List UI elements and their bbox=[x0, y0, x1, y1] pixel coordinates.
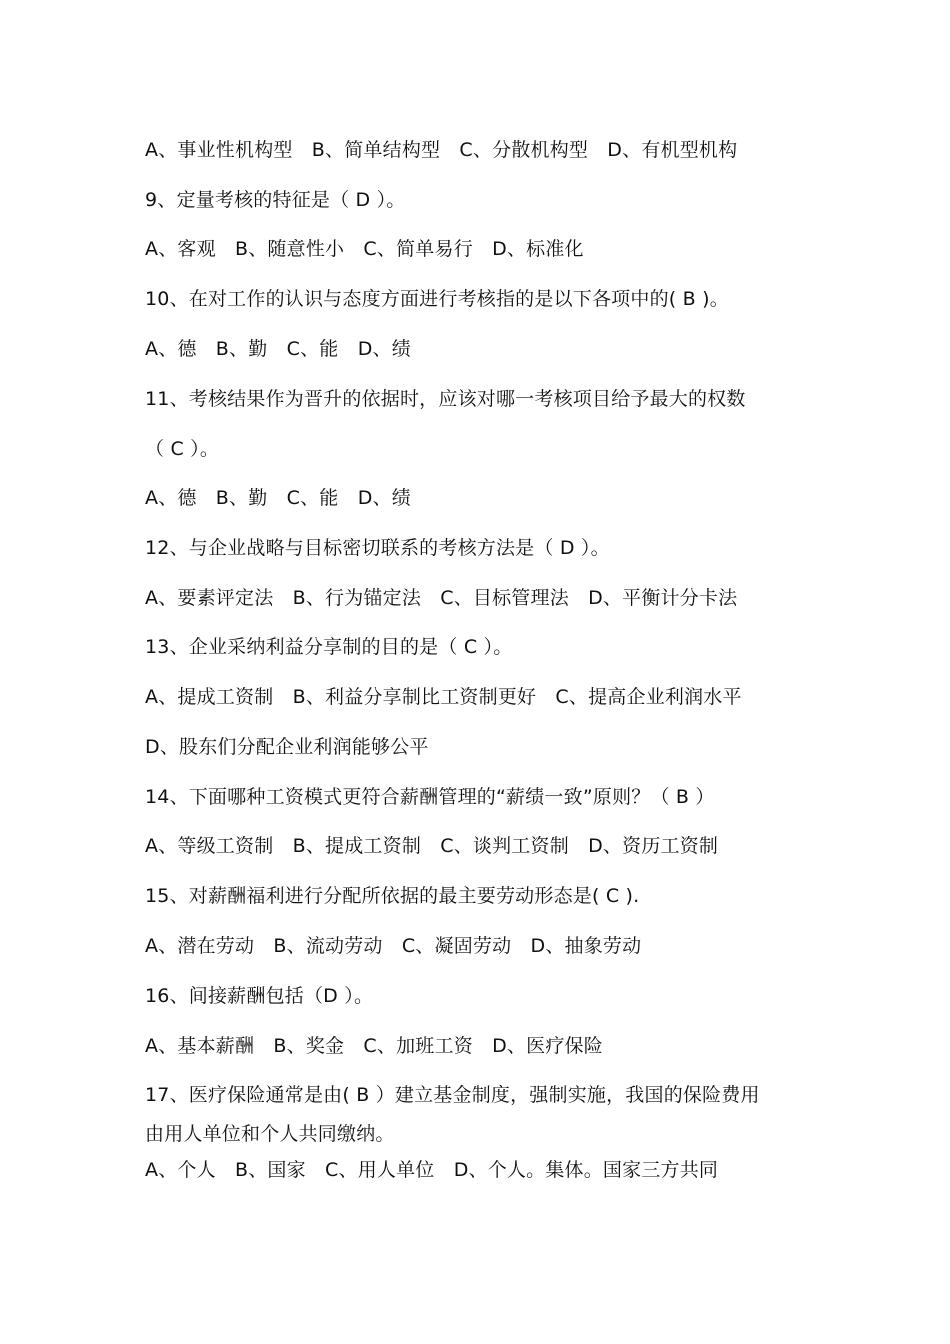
q13-options: A、提成工资制 B、利益分享制比工资制更好 C、提高企业利润水平 bbox=[145, 686, 742, 708]
q15-question: 15、对薪酬福利进行分配所依据的最主要劳动形态是( C ). bbox=[145, 885, 640, 907]
q11-options: A、德 B、勤 C、能 D、绩 bbox=[145, 487, 411, 509]
q12-question: 12、与企业战略与目标密切联系的考核方法是（ D ）。 bbox=[145, 537, 610, 559]
q14-options: A、等级工资制 B、提成工资制 C、谈判工资制 D、资历工资制 bbox=[145, 835, 719, 857]
q17-question: 17、医疗保险通常是由( B ）建立基金制度，强制实施，我国的保险费用 bbox=[145, 1084, 760, 1106]
q9-question: 9、定量考核的特征是（ D ）。 bbox=[145, 189, 406, 211]
q9-options: A、客观 B、随意性小 C、简单易行 D、标准化 bbox=[145, 238, 584, 260]
q15-options: A、潜在劳动 B、流动劳动 C、凝固劳动 D、抽象劳动 bbox=[145, 935, 642, 957]
q10-question: 10、在对工作的认识与态度方面进行考核指的是以下各项中的( B )。 bbox=[145, 288, 729, 310]
q16-question: 16、间接薪酬包括（D ）。 bbox=[145, 985, 374, 1007]
q12-options: A、要素评定法 B、行为锚定法 C、目标管理法 D、平衡计分卡法 bbox=[145, 587, 738, 609]
q17-question-cont: 由用人单位和个人共同缴纳。 bbox=[145, 1123, 395, 1145]
q13-options-cont: D、股东们分配企业利润能够公平 bbox=[145, 736, 429, 758]
q11-question-cont: （ C ）。 bbox=[145, 438, 220, 460]
q8-options: A、事业性机构型 B、简单结构型 C、分散机构型 D、有机型机构 bbox=[145, 139, 738, 161]
q11-question: 11、考核结果作为晋升的依据时，应该对哪一考核项目给予最大的权数 bbox=[145, 388, 746, 410]
q17-options: A、个人 B、国家 C、用人单位 D、个人。集体。国家三方共同 bbox=[145, 1159, 719, 1181]
q10-options: A、德 B、勤 C、能 D、绩 bbox=[145, 338, 411, 360]
q14-question: 14、下面哪种工资模式更符合薪酬管理的“薪绩一致”原则？（ B ） bbox=[145, 786, 715, 808]
q16-options: A、基本薪酬 B、奖金 C、加班工资 D、医疗保险 bbox=[145, 1035, 603, 1057]
q13-question: 13、企业采纳利益分享制的目的是（ C ）。 bbox=[145, 636, 513, 658]
